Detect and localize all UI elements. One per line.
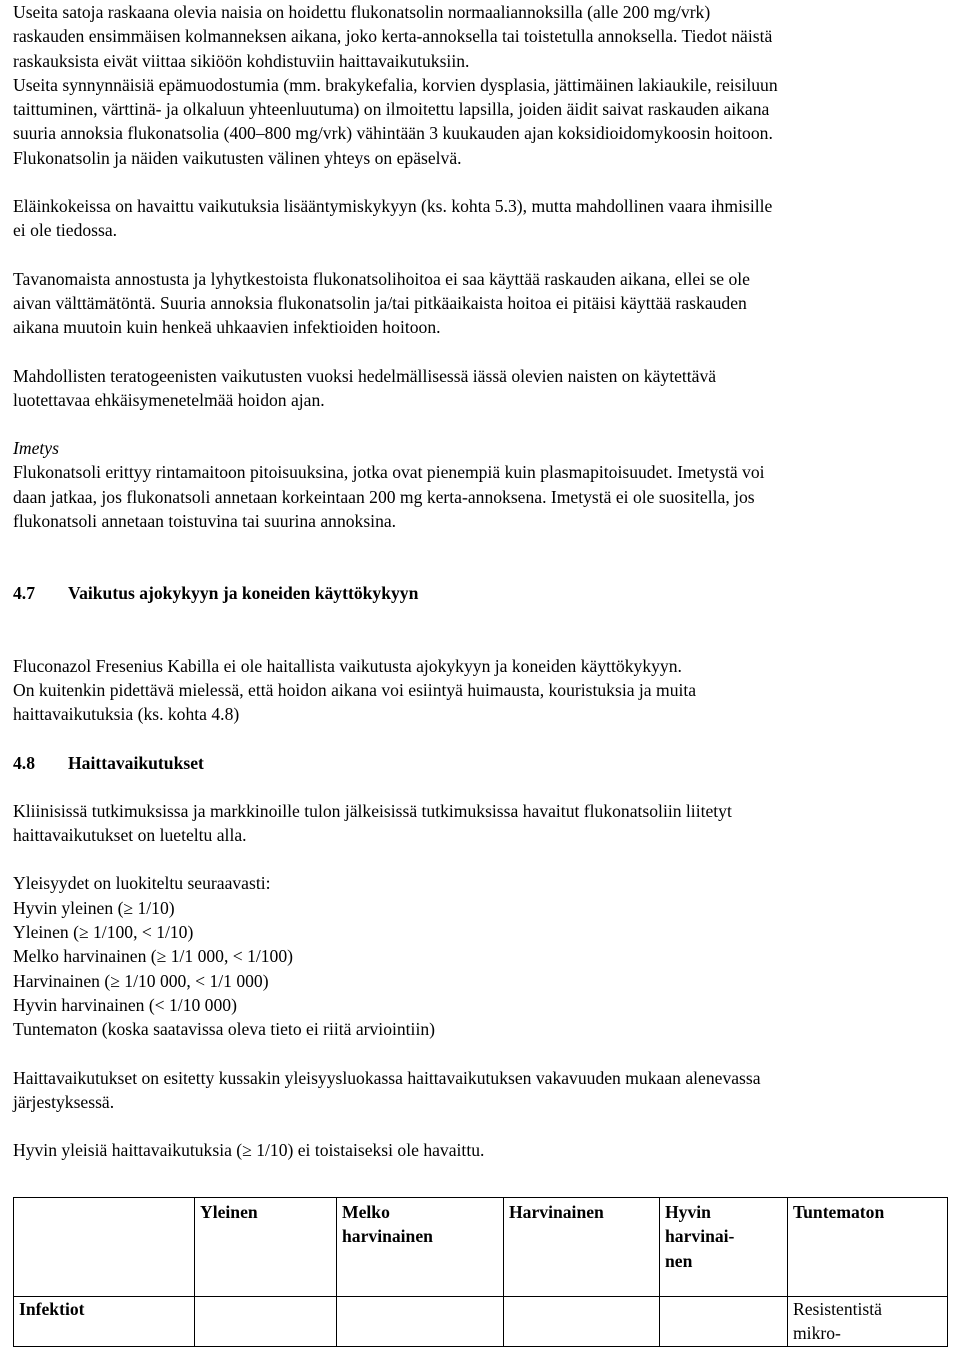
text-line: daan jatkaa, jos flukonatsoli annetaan korkeintaan 200 mg kerta-annoksena. Imetystä ei ole suositella, jos bbox=[13, 486, 755, 507]
document-page bbox=[13, 0, 948, 1344]
table-row bbox=[14, 1297, 948, 1347]
text-line: luotettavaa ehkäisymenetelmää hoidon ajan. bbox=[13, 389, 325, 410]
text-line: Tuntematon (koska saatavissa oleva tieto ei riitä arviointiin) bbox=[13, 1019, 435, 1040]
text-line: raskauksista eivät viittaa sikiöön kohdistuviin haittavaikutuksiin. bbox=[13, 50, 470, 71]
text-line: Kliinisissä tutkimuksissa ja markkinoille tulon jälkeisissä tutkimuksissa havaitut flukonatsoliin liitetyt bbox=[13, 800, 732, 821]
table-header-cell: Tuntematon bbox=[788, 1198, 948, 1297]
text-line: On kuitenkin pidettävä mielessä, että hoidon aikana voi esiintyä huimausta, kouristuksia ja muita bbox=[13, 679, 697, 700]
animal-studies-paragraph bbox=[13, 194, 948, 243]
text-line: Useita synnynnäisiä epämuodostumia (mm. brakykefalia, korvien dysplasia, jättimäinen lakiaukile, reisiluun bbox=[13, 74, 778, 95]
table-header-cell bbox=[14, 1198, 195, 1297]
text-line: aikana muutoin kuin henkeä uhkaavien infektioiden hoitoon. bbox=[13, 317, 441, 338]
text-line: suuria annoksia flukonatsolia (400–800 mg/vrk) vähintään 3 kuukauden ajan koksidioidomykoosin hoitoon. bbox=[13, 123, 773, 144]
section-4-7-heading bbox=[13, 581, 948, 605]
adverse-effects-table bbox=[13, 1197, 948, 1347]
text-line: Useita satoja raskaana olevia naisia on hoidettu flukonatsolin normaaliannoksilla (alle 200 mg/vrk) bbox=[13, 2, 711, 22]
section-number: 4.8 bbox=[13, 752, 35, 773]
table-header-cell: Yleinen bbox=[195, 1198, 337, 1297]
table-cell bbox=[504, 1297, 660, 1347]
text-line: Harvinainen (≥ 1/10 000, < 1/1 000) bbox=[13, 970, 269, 991]
section-title: Haittavaikutukset bbox=[68, 752, 204, 773]
section-number: 4.7 bbox=[13, 583, 35, 604]
text-line: Mahdollisten teratogeenisten vaikutusten vuoksi hedelmällisessä iässä olevien naisten on käytettävä bbox=[13, 365, 717, 386]
text-line: Hyvin harvinainen (< 1/10 000) bbox=[13, 994, 237, 1015]
text-line: Haittavaikutukset on esitetty kussakin yleisyysluokassa haittavaikutuksen vakavuuden mukaan alenevassa bbox=[13, 1067, 761, 1088]
breastfeeding-section bbox=[13, 436, 948, 533]
adverse-effects-intro bbox=[13, 799, 948, 848]
very-common-note: Hyvin yleisiä haittavaikutuksia (≥ 1/10) ei toistaiseksi ole havaittu. bbox=[13, 1140, 485, 1161]
text-line: järjestyksessä. bbox=[13, 1091, 115, 1112]
text-line: ei ole tiedossa. bbox=[13, 220, 118, 241]
text-line: flukonatsoli annetaan toistuvina tai suurina annoksina. bbox=[13, 511, 397, 532]
text-line: Yleisyydet on luokiteltu seuraavasti: bbox=[13, 873, 271, 894]
table-row-header: Infektiot bbox=[14, 1297, 195, 1347]
text-line: taittuminen, värttinä- ja olkaluun yhteenluutuma) on ilmoitettu lapsilla, joiden äidit saivat raskauden aikana bbox=[13, 99, 770, 120]
contraception-paragraph bbox=[13, 364, 948, 413]
breastfeeding-title: Imetys bbox=[13, 438, 59, 459]
text-line: Melko harvinainen (≥ 1/1 000, < 1/100) bbox=[13, 946, 294, 967]
text-line: Hyvin yleinen (≥ 1/10) bbox=[13, 897, 175, 918]
table-cell: Resistentistä mikro- bbox=[788, 1297, 948, 1347]
ordering-paragraph bbox=[13, 1066, 948, 1115]
text-line: Flukonatsolin ja näiden vaikutusten välinen yhteys on epäselvä. bbox=[13, 147, 462, 168]
table-cell bbox=[337, 1297, 504, 1347]
dosing-paragraph bbox=[13, 267, 948, 340]
table-header-cell: Harvinainen bbox=[504, 1198, 660, 1297]
table-header-row bbox=[14, 1198, 948, 1297]
table-header-cell: Melko harvinainen bbox=[337, 1198, 504, 1297]
text-line: Flukonatsoli erittyy rintamaitoon pitoisuuksina, jotka ovat pienempiä kuin plasmapitoisuudet. Imetystä voi bbox=[13, 462, 765, 483]
text-line: haittavaikutuksia (ks. kohta 4.8) bbox=[13, 704, 240, 725]
text-line: Eläinkokeissa on havaittu vaikutuksia lisääntymiskykyyn (ks. kohta 5.3), mutta mahdollinen vaara ihmisille bbox=[13, 196, 773, 217]
driving-paragraph bbox=[13, 654, 948, 727]
text-line: aivan välttämätöntä. Suuria annoksia flukonatsolin ja/tai pitkäaikaista hoitoa ei pitäisi käyttää raskauden bbox=[13, 292, 747, 313]
section-4-8-heading bbox=[13, 751, 948, 775]
frequency-classification bbox=[13, 871, 948, 1041]
text-line: haittavaikutukset on lueteltu alla. bbox=[13, 825, 247, 846]
table-cell bbox=[660, 1297, 788, 1347]
table-header-cell: Hyvin harvinai- nen bbox=[660, 1198, 788, 1297]
section-title: Vaikutus ajokykyyn ja koneiden käyttökykyyn bbox=[68, 583, 419, 604]
text-line: Fluconazol Fresenius Kabilla ei ole haitallista vaikutusta ajokykyyn ja koneiden käyttökykyyn. bbox=[13, 655, 682, 676]
breastfeeding-paragraph bbox=[13, 460, 948, 533]
pregnancy-paragraph bbox=[13, 0, 948, 170]
text-line: Yleinen (≥ 1/100, < 1/10) bbox=[13, 922, 194, 943]
text-line: raskauden ensimmäisen kolmanneksen aikana, joko kerta-annoksella tai toistetulla annoksella. Tiedot näistä bbox=[13, 26, 773, 47]
text-line: Tavanomaista annostusta ja lyhytkestoista flukonatsolihoitoa ei saa käyttää raskauden aikana, ellei se ole bbox=[13, 268, 750, 289]
table-cell bbox=[195, 1297, 337, 1347]
